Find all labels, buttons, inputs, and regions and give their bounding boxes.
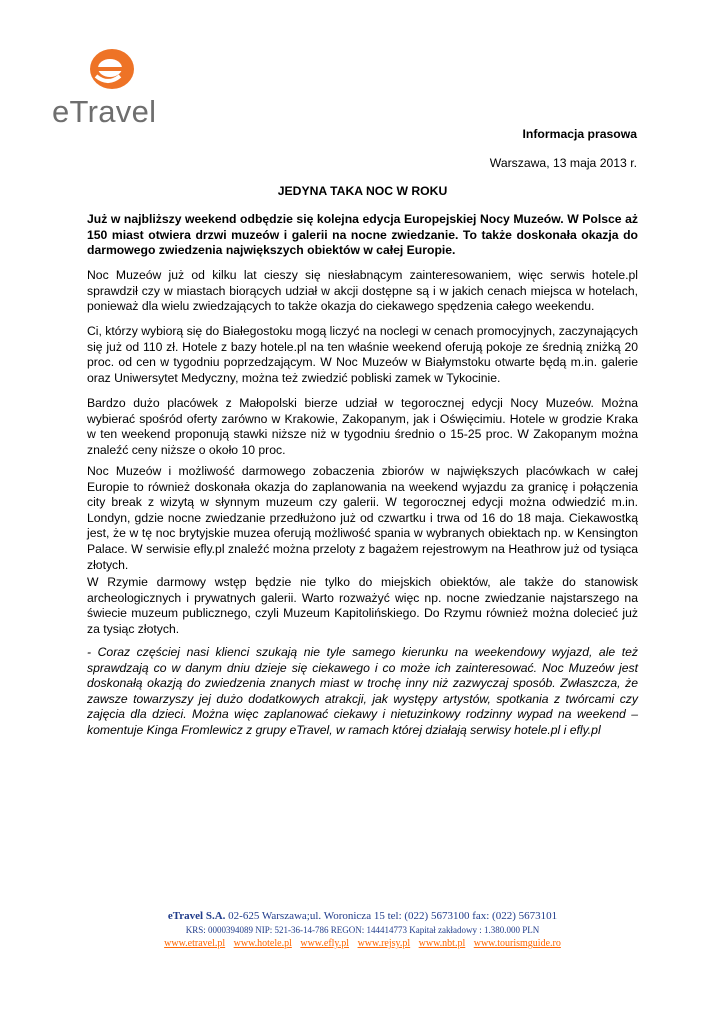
- quote-paragraph: - Coraz częściej nasi klienci szukają nie tyle samego kierunku na weekendowy wyjazd, ale też sprawdzają co w danym dniu dzieje się ciekawego i co może ich zainteresować. Noc Muzeów jest doskonałą okazją do zwiedzenia znanych miast w trochę inny niż zazwyczaj sposób. Zwłaszcza, że zawsze towarzyszy jej dużo dodatkowych atrakcji, jak występy artystów, spotkania z twórcami czy zajęcia dla dzieci. Można więc zaplanować ciekawy i nietuzinkowy rodzinny wypad na weekend – komentuje Kinga Fromlewicz z grupy eTravel, w ramach której działają serwisy hotele.pl i efly.pl: [87, 645, 638, 737]
- link-rejsy[interactable]: www.rejsy.pl: [357, 938, 411, 949]
- press-label: Informacja prasowa: [522, 127, 637, 141]
- etravel-logo: [52, 46, 172, 128]
- footer-company: eTravel S.A.: [167, 910, 226, 922]
- paragraph-2: Ci, którzy wybiorą się do Białegostoku mogą liczyć na noclegi w cenach promocyjnych, zaczynających się już od 110 zł. Hotele z bazy hotele.pl na ten właśnie weekend oferują pokoje ze średnią zniżką 20 proc. od cen w tygodniu poprzedzającym. W Noc Muzeów w Białymstoku otwarte będą m.in. galerie oraz Uniwersytet Medyczny, można też zwiedzić pobliski zamek w Tykocinie.: [87, 324, 638, 385]
- link-hotele[interactable]: www.hotele.pl: [233, 938, 292, 949]
- link-etravel[interactable]: www.etravel.pl: [164, 938, 226, 949]
- paragraph-1: Noc Muzeów już od kilku lat cieszy się niesłabnącym zainteresowaniem, więc serwis hotele.pl sprawdził czy w miastach biorących udział w akcji dostępne są i w jakich cenach miejsca w hotelach, ponieważ dla wielu zwiedzających to także okazja do ciekawego spędzenia całego weekendu.: [87, 268, 638, 314]
- paragraph-5: W Rzymie darmowy wstęp będzie nie tylko do miejskich obiektów, ale także do stanowisk archeologicznych i prywatnych galerii. Warto rozważyć więc np. nocne zwiedzanie najstarszego na świecie muzeum publicznego, czyli Muzeum Kapitolińskiego. Do Rzymu również można dolecieć już za tysiąc złotych.: [87, 575, 638, 636]
- footer-registry: KRS: 0000394089 NIP: 521-36-14-786 REGON: 144414773 Kapitał zakładowy : 1.380.000 PLN: [185, 925, 540, 935]
- link-efly[interactable]: www.efly.pl: [300, 938, 350, 949]
- brand-name: eTravel: [52, 94, 157, 129]
- footer-address: 02-625 Warszawa;ul. Woronicza 15 tel: (022) 5673100 fax: (022) 5673101: [225, 910, 558, 922]
- footer-links: [0, 938, 725, 949]
- lead-paragraph: Już w najbliższy weekend odbędzie się kolejna edycja Europejskiej Nocy Muzeów. W Polsce aż 150 miast otwiera drzwi muzeów i galerii na nocne zwiedzanie. To także doskonała okazja do darmowego zwiedzenia największych obiektów w całej Europie.: [87, 212, 638, 258]
- headline: JEDYNA TAKA NOC W ROKU: [277, 184, 448, 198]
- link-nbt[interactable]: www.nbt.pl: [418, 938, 466, 949]
- etravel-logo-icon: [88, 46, 136, 92]
- link-tourismguide[interactable]: www.tourismguide.ro: [473, 938, 561, 949]
- footer-contact: [0, 910, 725, 922]
- dateline: Warszawa, 13 maja 2013 r.: [489, 156, 637, 170]
- paragraph-3: Bardzo dużo placówek z Małopolski bierze udział w tegorocznej edycji Nocy Muzeów. Można wybierać spośród oferty zarówno w Krakowie, Zakopanym, jak i Oświęcimiu. Hotele w grodzie Kraka w ten weekend proponują stawki niższe niż w tygodniu średnio o 15-25 proc. W Zakopanym można znaleźć ceny niższe o około 10 proc.: [87, 396, 638, 457]
- paragraph-4: Noc Muzeów i możliwość darmowego zobaczenia zbiorów w największych placówkach w całej Europie to również doskonała okazja do zaplanowania na weekend wyjazdu za granicę i połączenia city break z wizytą w słynnym muzeum czy galerii. W tegorocznej edycji można odwiedzić m.in. Londyn, gdzie nocne zwiedzanie przedłużono już od czwartku i trwa od 16 do 18 maja. Ciekawostką jest, że w tę noc brytyjskie muzea oferują możliwość spania w wybranych obiektach np. w Kensington Palace. W serwisie efly.pl znaleźć można przeloty z bagażem rejestrowym na Heathrow już od tysiąca złotych.: [87, 464, 638, 572]
